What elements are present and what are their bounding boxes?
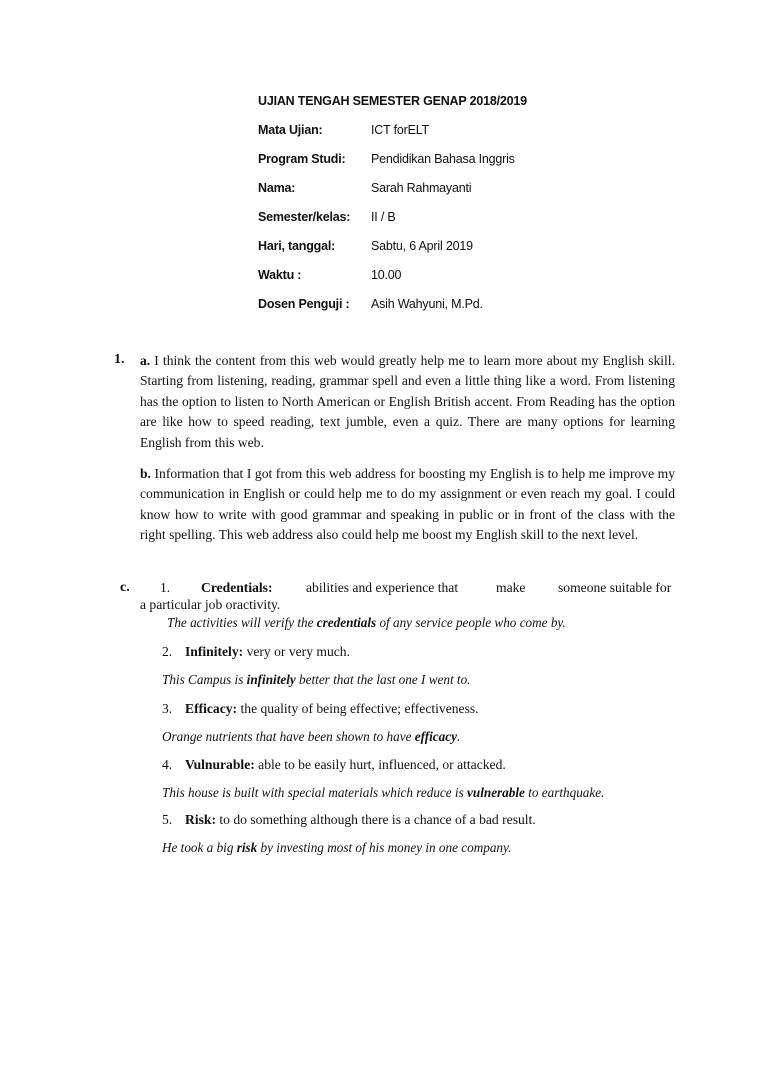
meta-value: II / B <box>371 210 396 224</box>
example-text: This house is built with special materials which reduce is <box>162 785 468 800</box>
vocab-number: 5. <box>162 812 173 827</box>
example-text: to earthquake. <box>524 785 605 800</box>
meta-value: Sabtu, 6 April 2019 <box>371 239 473 253</box>
vocab-definition: able to be easily hurt, influenced, or attacked. <box>258 757 506 772</box>
vocab-item-4 <box>162 757 506 773</box>
vocab-example <box>162 672 470 688</box>
vocab-definition: the quality of being effective; effectiveness. <box>240 701 479 716</box>
vocab-number: 2. <box>162 644 173 659</box>
example-text: of any service people who come by. <box>376 615 566 630</box>
vocab-term: Vulnurable: <box>185 757 255 772</box>
example-text: This Campus is <box>162 672 247 687</box>
example-keyword: infinitely <box>246 672 296 687</box>
example-text: by investing most of his money in one company. <box>257 840 512 855</box>
meta-value: Pendidikan Bahasa Inggris <box>371 152 515 166</box>
meta-label: Program Studi: <box>258 152 346 166</box>
answer-b-text: Information that I got from this web address for boosting my English is to help me improve my communication in English or could help me to do my assignment or even reach my goal. I could know how to write with good grammar and speaking in public or in front of the class with the right spelling. This web address also could help me boost my English skill to the next level. <box>140 466 675 543</box>
answer-b-label: b. <box>140 466 151 481</box>
example-keyword: efficacy <box>414 729 457 744</box>
vocab-example <box>162 729 460 745</box>
meta-label: Hari, tanggal: <box>258 239 336 253</box>
example-text: The activities will verify the <box>167 615 317 630</box>
example-text: He took a big <box>162 840 237 855</box>
vocab-definition-line2: a particular job oractivity. <box>140 597 281 612</box>
exam-title: UJIAN TENGAH SEMESTER GENAP 2018/2019 <box>258 94 527 108</box>
vocab-item-5 <box>162 812 536 828</box>
meta-label: Waktu : <box>258 268 302 282</box>
section-c-label: c. <box>120 580 130 595</box>
vocab-definition: to do something although there is a chance of a bad result. <box>219 812 536 827</box>
meta-label: Nama: <box>258 181 296 195</box>
example-text: Orange nutrients that have been shown to have <box>162 729 415 744</box>
vocab-number: 4. <box>162 757 173 772</box>
vocab-definition: very or very much. <box>246 644 350 659</box>
vocab-item-2 <box>162 644 350 660</box>
vocab-term: Infinitely: <box>185 644 244 659</box>
vocab-definition-part: make <box>496 580 526 595</box>
vocab-number: 1. <box>160 580 171 595</box>
meta-value: Sarah Rahmayanti <box>371 181 472 195</box>
answer-a <box>140 351 675 453</box>
vocab-example <box>162 840 511 856</box>
vocab-term: Risk: <box>185 812 216 827</box>
vocab-number: 3. <box>162 701 173 716</box>
meta-label: Dosen Penguji : <box>258 297 350 311</box>
vocab-example <box>167 615 566 631</box>
vocab-term: Efficacy: <box>185 701 238 716</box>
example-keyword: credentials <box>316 615 377 630</box>
vocab-definition-part: someone suitable for <box>558 580 672 595</box>
vocab-term: Credentials: <box>201 580 273 595</box>
vocab-item-3 <box>162 701 479 717</box>
answer-a-label: a. <box>140 353 151 368</box>
meta-value: 10.00 <box>371 268 402 282</box>
question-number: 1. <box>114 352 125 367</box>
example-text: . <box>456 729 461 744</box>
meta-value: ICT forELT <box>371 123 429 137</box>
answer-a-text: I think the content from this web would greatly help me to learn more about my English skill. Starting from listening, reading, grammar spell and even a little thing like a word. From listening has the option to listen to North American or English British accent. From Reading has the option are like how to speed reading, text jumble, even a quiz. There are many options for learning English from this web. <box>140 353 675 450</box>
meta-label: Mata Ujian: <box>258 123 323 137</box>
answer-b <box>140 464 675 546</box>
example-keyword: risk <box>236 840 258 855</box>
meta-label: Semester/kelas: <box>258 210 351 224</box>
vocab-definition-part: abilities and experience that <box>306 580 459 595</box>
meta-value: Asih Wahyuni, M.Pd. <box>371 297 483 311</box>
example-keyword: vulnerable <box>467 785 525 800</box>
example-text: better that the last one I went to. <box>295 672 471 687</box>
vocab-example <box>162 785 604 801</box>
